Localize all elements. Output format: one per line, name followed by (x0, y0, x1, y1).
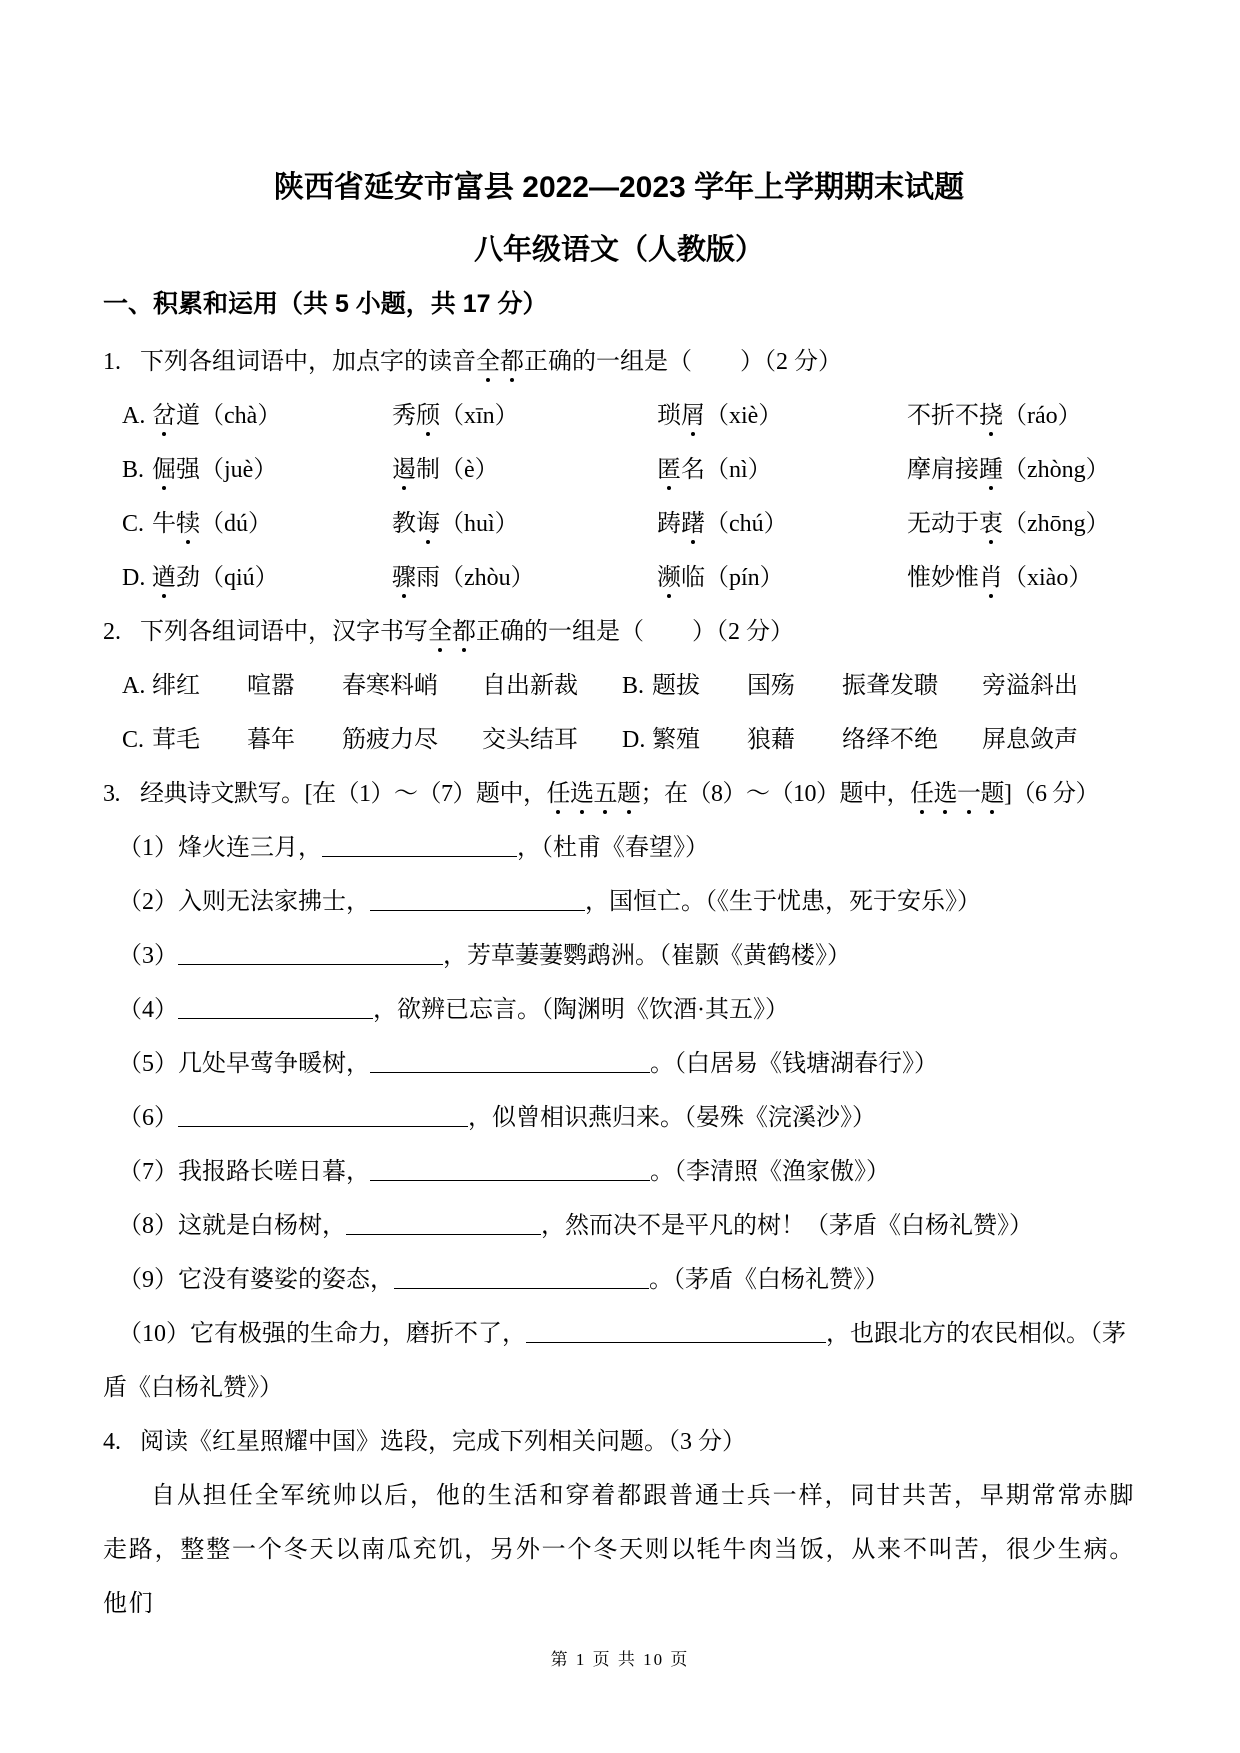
question-2 (103, 605, 1135, 767)
q1-option-d-label: D. (122, 565, 146, 591)
q2-option-word: 旁溢斜出 (982, 673, 1078, 699)
q3-item-9 (103, 1253, 1135, 1307)
q3-item-pre: （10）它有极强的生命力，磨折不了， (118, 1321, 526, 1347)
answer-blank (178, 1106, 468, 1127)
q1-option-a-label: A. (122, 403, 146, 429)
q2-option-word: 络绎不绝 (842, 727, 938, 753)
q1-option-word: 匿名（nì） (657, 457, 772, 483)
q3-item-pre: （4） (118, 997, 178, 1023)
q2-option-d-label: D. (622, 727, 646, 753)
q1-option-c-label: C. (122, 511, 145, 537)
q3-item-7 (103, 1145, 1135, 1199)
q1-option-word: 无动于衷（zhōng） (907, 511, 1110, 537)
q1-option-word: 牛犊（dú） (152, 511, 272, 537)
exam-title: 陕西省延安市富县 2022—2023 学年上学期期末试题 (273, 171, 965, 204)
answer-blank (346, 1214, 541, 1235)
q2-option-word: 狼藉 (747, 727, 795, 753)
answer-blank (370, 1160, 650, 1181)
q2-option-word: 题拔 (652, 673, 700, 699)
question-3 (103, 767, 1135, 1415)
q3-item-post: ，欲辨已忘言。（陶渊明《饮酒·其五》） (373, 997, 789, 1023)
q3-item-4 (103, 983, 1135, 1037)
answer-blank (526, 1322, 826, 1343)
q3-item-pre: （8）这就是白杨树， (118, 1213, 346, 1239)
q3-item-pre: （1）烽火连三月， (118, 835, 322, 861)
answer-blank (370, 1052, 650, 1073)
q2-option-word: 绯红 (152, 673, 200, 699)
q3-item-pre: （6） (118, 1105, 178, 1131)
q1-option-word: 不折不挠（ráo） (907, 403, 1082, 429)
q3-item-5 (103, 1037, 1135, 1091)
q2-options-row-ab (103, 659, 1135, 713)
page-footer: 第 1 页 共 10 页 (550, 1650, 690, 1669)
q3-item-pre: （2）入则无法家拂士， (118, 889, 370, 915)
q3-item-pre: （7）我报路长嗟日暮， (118, 1159, 370, 1185)
q1-option-c (103, 497, 1135, 551)
q3-item-10 (103, 1307, 1135, 1415)
q3-item-post: 。（白居易《钱塘湖春行》） (650, 1051, 938, 1077)
question-1 (103, 335, 1135, 605)
q1-option-word: 琐屑（xiè） (657, 403, 783, 429)
q3-item-post: 。（茅盾《白杨礼赞》） (649, 1267, 889, 1293)
q2-option-word: 筋疲力尽 (342, 727, 438, 753)
q4-number: 4. (103, 1429, 121, 1455)
q1-option-word: 踌躇（chú） (657, 511, 788, 537)
q1-option-word: 遏制（è） (392, 457, 499, 483)
q2-option-a-label: A. (122, 673, 146, 699)
q1-option-word: 濒临（pín） (657, 565, 784, 591)
q1-option-word: 岔道（chà） (152, 403, 282, 429)
q3-item-3 (103, 929, 1135, 983)
q3-item-6 (103, 1091, 1135, 1145)
question-4 (103, 1415, 1135, 1631)
q1-stem: 下列各组词语中，加点字的读音全都正确的一组是（ ）（2 分） (140, 349, 842, 375)
q2-stem-line (103, 605, 1135, 659)
q1-stem-line (103, 335, 1135, 389)
q2-option-word: 交头结耳 (482, 727, 578, 753)
q2-options-row-cd (103, 713, 1135, 767)
q1-option-word: 摩肩接踵（zhòng） (907, 457, 1110, 483)
q2-option-c-label: C. (122, 727, 145, 753)
q3-item-post: ，然而决不是平凡的树！（茅盾《白杨礼赞》） (541, 1213, 1033, 1239)
q3-number: 3. (103, 781, 120, 807)
answer-blank (322, 836, 517, 857)
answer-blank (394, 1268, 649, 1289)
q2-option-word: 自出新裁 (482, 673, 578, 699)
q3-item-post: ，芳草萋萋鹦鹉洲。（崔颢《黄鹤楼》） (443, 943, 851, 969)
q1-option-a (103, 389, 1135, 443)
answer-blank (370, 890, 585, 911)
answer-blank (178, 998, 373, 1019)
q3-item-post: ，似曾相识燕归来。（晏殊《浣溪沙》） (468, 1105, 876, 1131)
q3-item-1 (103, 821, 1135, 875)
q2-option-word: 繁殖 (652, 727, 700, 753)
q4-stem-line (103, 1415, 1135, 1469)
q3-item-post: 。（李清照《渔家傲》） (650, 1159, 890, 1185)
q3-stem-line (103, 767, 1135, 821)
q1-option-b (103, 443, 1135, 497)
q1-number: 1. (103, 349, 121, 375)
q2-option-word: 暮年 (247, 727, 295, 753)
q2-option-word: 茸毛 (152, 727, 200, 753)
q3-item-post: ，（杜甫《春望》） (517, 835, 709, 861)
section-heading: 一、积累和运用（共 5 小题，共 17 分） (103, 290, 548, 318)
q2-number: 2. (103, 619, 121, 645)
q2-option-b-label: B. (622, 673, 645, 699)
q3-item-pre: （9）它没有婆娑的姿态， (118, 1267, 394, 1293)
q2-stem: 下列各组词语中，汉字书写全都正确的一组是（ ）（2 分） (140, 619, 794, 645)
q1-option-word: 遒劲（qiú） (152, 565, 279, 591)
q1-option-word: 惟妙惟肖（xiào） (907, 565, 1093, 591)
q3-item-pre: （5）几处早莺争暖树， (118, 1051, 370, 1077)
q2-option-word: 春寒料峭 (342, 673, 438, 699)
q3-item-post: ，国恒亡。（《生于忧患，死于安乐》） (585, 889, 981, 915)
q2-option-word: 屏息敛声 (982, 727, 1078, 753)
q4-passage: 自从担任全军统帅以后，他的生活和穿着都跟普通士兵一样，同甘共苦，早期常常赤脚走路，整整一个冬天以南瓜充饥，另外一个冬天则以牦牛肉当饭，从来不叫苦，很少生病。他们 (103, 1483, 1135, 1617)
answer-blank (178, 944, 443, 965)
q3-stem: 经典诗文默写。[在（1）～（7）题中，任选五题；在（8）～（10）题中，任选一题]（6 分） (140, 781, 1099, 807)
q1-option-word: 倔强（juè） (152, 457, 278, 483)
q2-option-word: 国殇 (747, 673, 795, 699)
q1-option-b-label: B. (122, 457, 145, 483)
exam-subtitle: 八年级语文（人教版） (473, 234, 764, 266)
q4-stem: 阅读《红星照耀中国》选段，完成下列相关问题。（3 分） (140, 1429, 746, 1455)
q1-option-word: 骤雨（zhòu） (392, 565, 535, 591)
q3-item-2 (103, 875, 1135, 929)
q1-option-d (103, 551, 1135, 605)
q2-option-word: 喧嚣 (247, 673, 295, 699)
q1-option-word: 教诲（huì） (392, 511, 519, 537)
q3-item-8 (103, 1199, 1135, 1253)
q3-item-post: ，也跟北方的农民相似。（茅盾《白杨礼赞》） (103, 1321, 1126, 1401)
q1-option-word: 秀颀（xīn） (392, 403, 519, 429)
q3-item-pre: （3） (118, 943, 178, 969)
q2-option-word: 振聋发聩 (842, 673, 938, 699)
